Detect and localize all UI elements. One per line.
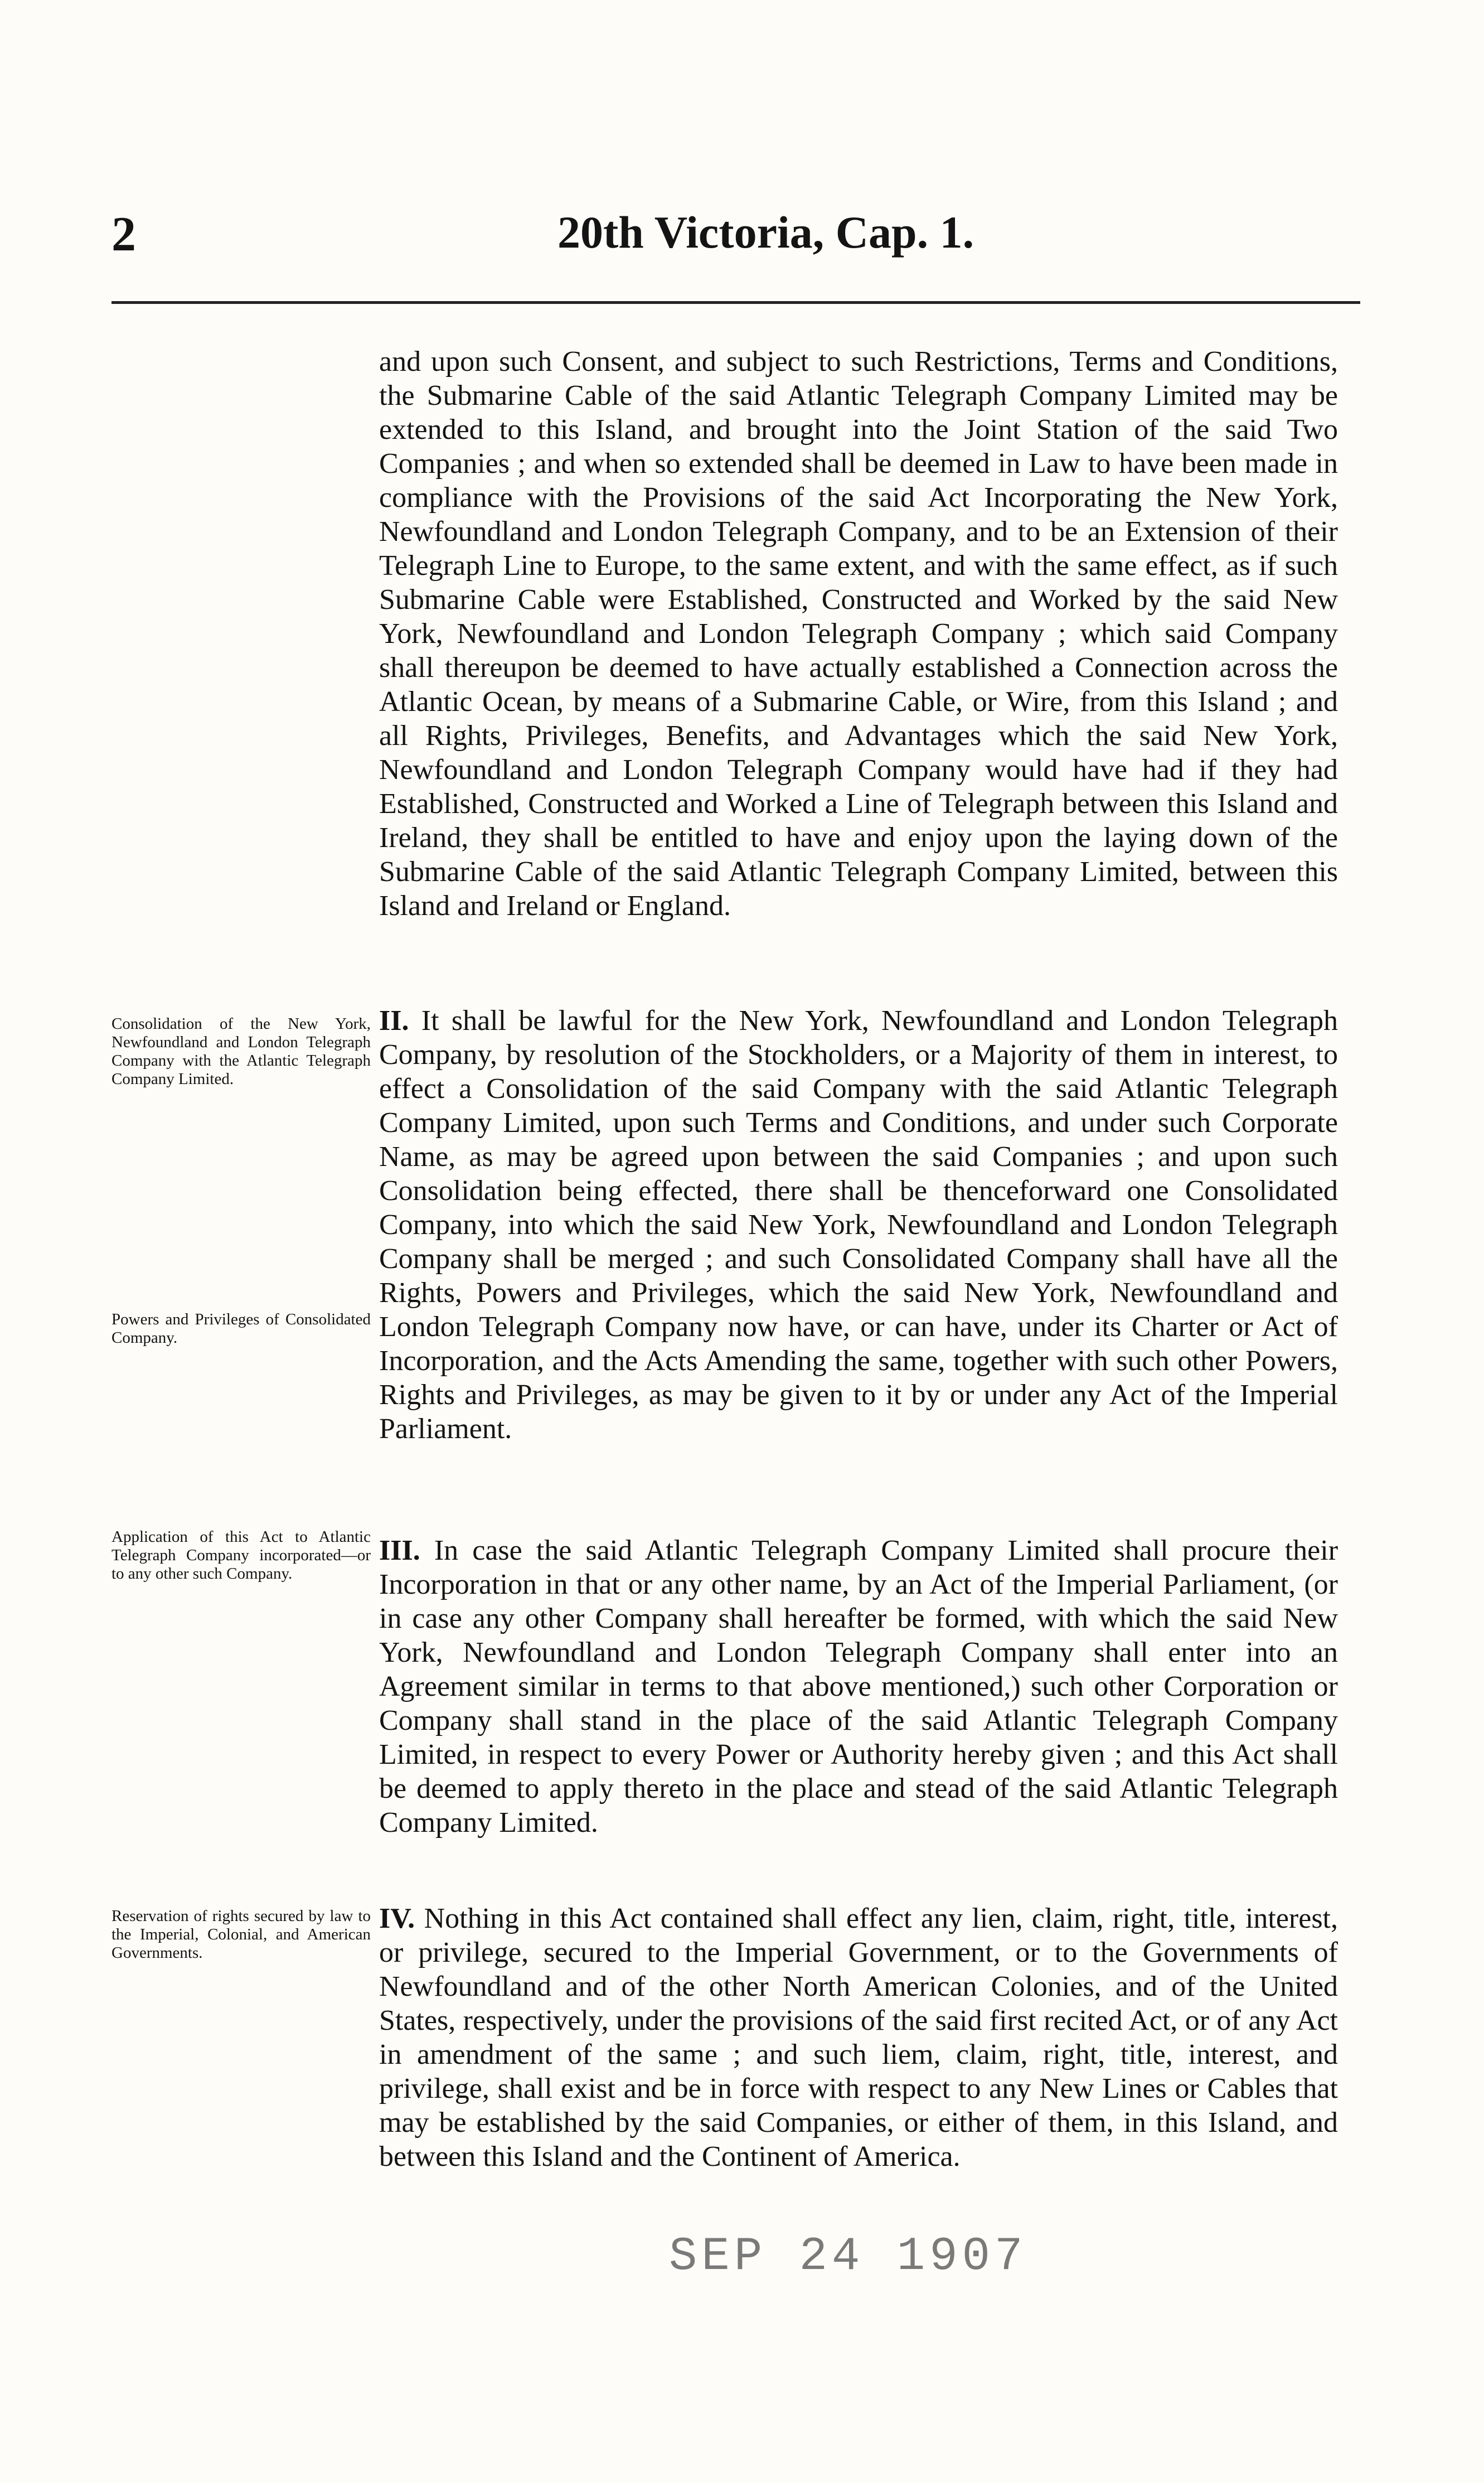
page-number: 2: [111, 207, 136, 262]
section-4-number: IV.: [379, 1903, 415, 1934]
header-rule: [111, 301, 1360, 304]
page-header: [111, 206, 1360, 279]
continuation-paragraph: and upon such Consent, and subject to such Restrictions, Terms and Conditions, the Submarine Cable of the said Atlantic Telegraph Company Limited may be extended to this Island, and brought into the Joint Station of the said Two Companies ; and when so extended shall be deemed in Law to have been made in compliance with the Provisions of the said Act Incorporating the New York, Newfoundland and London Telegraph Company, and to be an Extension of their Telegraph Line to Europe, to the same extent, and with the same effect, as if such Submarine Cable were Established, Constructed and Worked by the said New York, Newfoundland and London Telegraph Company ; which said Company shall thereupon be deemed to have actually established a Connection across the Atlantic Ocean, by means of a Submarine Cable, or Wire, from this Island ; and all Rights, Privileges, Benefits, and Advantages which the said New York, Newfoundland and London Telegraph Company would have had if they had Established, Constructed and Worked a Line of Telegraph between this Island and Ireland, they shall be entitled to have and enjoy upon the laying down of the Submarine Cable of the said Atlantic Telegraph Company Limited, between this Island and Ireland or England.: [379, 346, 1338, 922]
sidenote-powers: Powers and Privileges of Consolidated Company.: [111, 1310, 371, 1347]
sidenote-application: Application of this Act to Atlantic Telegraph Company incorporated—or to any other such Company.: [111, 1528, 371, 1583]
sidenote-reservation: Reservation of rights secured by law to the Imperial, Colonial, and American Governments.: [111, 1907, 371, 1962]
section-2-text: It shall be lawful for the New York, Newfoundland and London Telegraph Company, by resolution of the Stockholders, or a Majority of them in interest, to effect a Consolidation of the said Company with the said Atlantic Telegraph Company Limited, upon such Terms and Conditions, and under such Corporate Name, as may be agreed upon between the said Companies ; and upon such Consolidation being effected, there shall be thenceforward one Consolidated Company, into which the said New York, Newfoundland and London Telegraph Company shall be merged ; and such Consolidated Company shall have all the Rights, Powers and Privileges, which the said New York, Newfoundland and London Telegraph Company now have, or can have, under its Charter or Act of Incorporation, and the Acts Amending the same, together with such other Powers, Rights and Privileges, as may be given to it by or under any Act of the Imperial Parliament.: [379, 1005, 1338, 1445]
section-3-number: III.: [379, 1535, 420, 1566]
section-2-number: II.: [379, 1005, 409, 1037]
sidenote-consolidation: Consolidation of the New York, Newfoundland and London Telegraph Company with the Atlantic Telegraph Company Limited.: [111, 1015, 371, 1088]
date-stamp: SEP 24 1907: [669, 2231, 1027, 2283]
section-3-text: In case the said Atlantic Telegraph Company Limited shall procure their Incorporation in that or any other name, by an Act of the Imperial Parliament, (or in case any other Company shall hereafter be formed, with which the said New York, Newfoundland and London Telegraph Company shall enter into an Agreement similar in terms to that above mentioned,) such other Corporation or Company shall stand in the place of the said Atlantic Telegraph Company Limited, in respect to every Power or Authority hereby given ; and this Act shall be deemed to apply thereto in the place and stead of the said Atlantic Telegraph Company Limited.: [379, 1535, 1338, 1838]
section-4-paragraph: [379, 1902, 1338, 2174]
section-3-paragraph: [379, 1533, 1338, 1840]
section-2-paragraph: [379, 1004, 1338, 1446]
section-4-text: Nothing in this Act contained shall effect any lien, claim, right, title, interest, or privilege, secured to the Imperial Government, or to the Governments of Newfoundland and of the other North American Colonies, and of the United States, respectively, under the provisions of the said first recited Act, or of any Act in amendment of the same ; and such liem, claim, right, title, interest, and privilege, shall exist and be in force with respect to any New Lines or Cables that may be established by the said Companies, or either of them, in this Island, and between this Island and the Continent of America.: [379, 1903, 1338, 2173]
running-title: 20th Victoria, Cap. 1.: [557, 207, 974, 258]
